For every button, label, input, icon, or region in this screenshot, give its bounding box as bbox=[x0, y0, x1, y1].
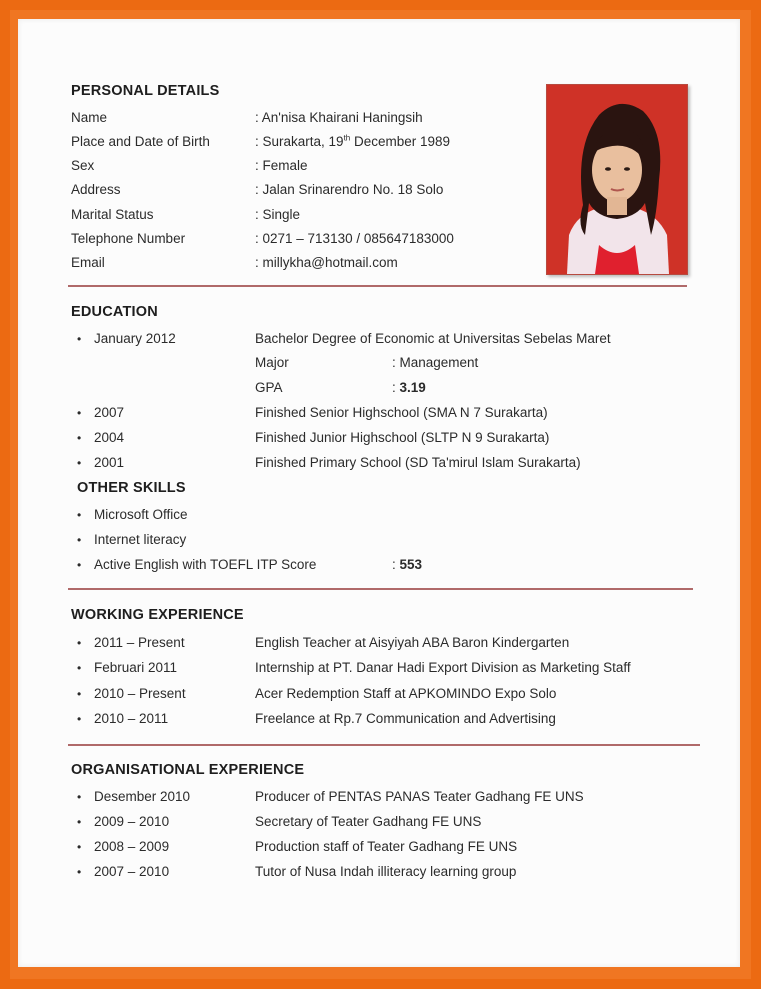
bullet: • bbox=[77, 431, 82, 445]
organisational-experience-heading: ORGANISATIONAL EXPERIENCE bbox=[71, 762, 305, 778]
gpa-value: : 3.19 bbox=[392, 380, 426, 395]
bullet: • bbox=[77, 687, 82, 701]
label-email: Email bbox=[71, 255, 105, 270]
org-desc-4: Tutor of Nusa Indah illiteracy learning group bbox=[255, 864, 517, 879]
work-date-4: 2010 – 2011 bbox=[94, 711, 169, 726]
org-date-4: 2007 – 2010 bbox=[94, 864, 170, 879]
divider-1 bbox=[68, 285, 687, 287]
value-sex: : Female bbox=[255, 158, 308, 173]
skill-3: Active English with TOEFL ITP Score bbox=[94, 557, 317, 572]
bullet: • bbox=[77, 636, 82, 650]
org-date-3: 2008 – 2009 bbox=[94, 839, 170, 854]
other-skills-heading: OTHER SKILLS bbox=[77, 480, 186, 496]
divider-2 bbox=[68, 588, 693, 590]
label-address: Address bbox=[71, 182, 121, 197]
work-desc-3: Acer Redemption Staff at APKOMINDO Expo Solo bbox=[255, 686, 557, 701]
portrait-illustration bbox=[547, 85, 687, 274]
bullet: • bbox=[77, 558, 82, 572]
org-desc-2: Secretary of Teater Gadhang FE UNS bbox=[255, 814, 482, 829]
work-desc-2: Internship at PT. Danar Hadi Export Division as Marketing Staff bbox=[255, 660, 631, 675]
bullet: • bbox=[77, 840, 82, 854]
skill-2: Internet literacy bbox=[94, 532, 187, 547]
bullet: • bbox=[77, 456, 82, 470]
edu-date-4: 2001 bbox=[94, 455, 125, 470]
work-desc-1: English Teacher at Aisyiyah ABA Baron Kindergarten bbox=[255, 635, 570, 650]
value-birth: : Surakarta, 19th December 1989 bbox=[255, 133, 451, 149]
edu-date-1: January 2012 bbox=[94, 331, 176, 346]
org-desc-1: Producer of PENTAS PANAS Teater Gadhang FE UNS bbox=[255, 789, 584, 804]
bullet: • bbox=[77, 712, 82, 726]
value-address: : Jalan Srinarendro No. 18 Solo bbox=[255, 182, 444, 197]
org-desc-3: Production staff of Teater Gadhang FE UNS bbox=[255, 839, 518, 854]
value-phone: : 0271 – 713130 / 085647183000 bbox=[255, 231, 454, 246]
bullet: • bbox=[77, 332, 82, 346]
gpa-label: GPA bbox=[255, 380, 283, 395]
toefl-score: : 553 bbox=[392, 557, 423, 572]
divider-3 bbox=[68, 744, 700, 746]
bullet: • bbox=[77, 533, 82, 547]
skill-1: Microsoft Office bbox=[94, 507, 188, 522]
bullet: • bbox=[77, 661, 82, 675]
bullet: • bbox=[77, 815, 82, 829]
personal-details-heading: PERSONAL DETAILS bbox=[71, 83, 220, 99]
major-value: : Management bbox=[392, 355, 479, 370]
edu-desc-1: Bachelor Degree of Economic at Universitas Sebelas Maret bbox=[255, 331, 611, 346]
value-marital: : Single bbox=[255, 207, 301, 222]
bullet: • bbox=[77, 508, 82, 522]
label-marital: Marital Status bbox=[71, 207, 154, 222]
value-name: : An'nisa Khairani Haningsih bbox=[255, 110, 423, 125]
bullet: • bbox=[77, 865, 82, 879]
label-name: Name bbox=[71, 110, 108, 125]
bullet: • bbox=[77, 790, 82, 804]
edu-desc-4: Finished Primary School (SD Ta'mirul Islam Surakarta) bbox=[255, 455, 581, 470]
edu-desc-3: Finished Junior Highschool (SLTP N 9 Surakarta) bbox=[255, 430, 550, 445]
org-date-2: 2009 – 2010 bbox=[94, 814, 170, 829]
edu-desc-2: Finished Senior Highschool (SMA N 7 Surakarta) bbox=[255, 405, 548, 420]
value-email: : millykha@hotmail.com bbox=[255, 255, 398, 270]
education-heading: EDUCATION bbox=[71, 304, 158, 320]
edu-date-2: 2007 bbox=[94, 405, 125, 420]
working-experience-heading: WORKING EXPERIENCE bbox=[71, 607, 244, 623]
work-date-2: Februari 2011 bbox=[94, 660, 178, 675]
major-label: Major bbox=[255, 355, 289, 370]
bullet: • bbox=[77, 406, 82, 420]
work-desc-4: Freelance at Rp.7 Communication and Advertising bbox=[255, 711, 556, 726]
label-phone: Telephone Number bbox=[71, 231, 186, 246]
edu-date-3: 2004 bbox=[94, 430, 125, 445]
label-sex: Sex bbox=[71, 158, 95, 173]
profile-photo bbox=[546, 84, 688, 275]
work-date-1: 2011 – Present bbox=[94, 635, 185, 650]
work-date-3: 2010 – Present bbox=[94, 686, 186, 701]
label-birth: Place and Date of Birth bbox=[71, 134, 210, 149]
org-date-1: Desember 2010 bbox=[94, 789, 191, 804]
